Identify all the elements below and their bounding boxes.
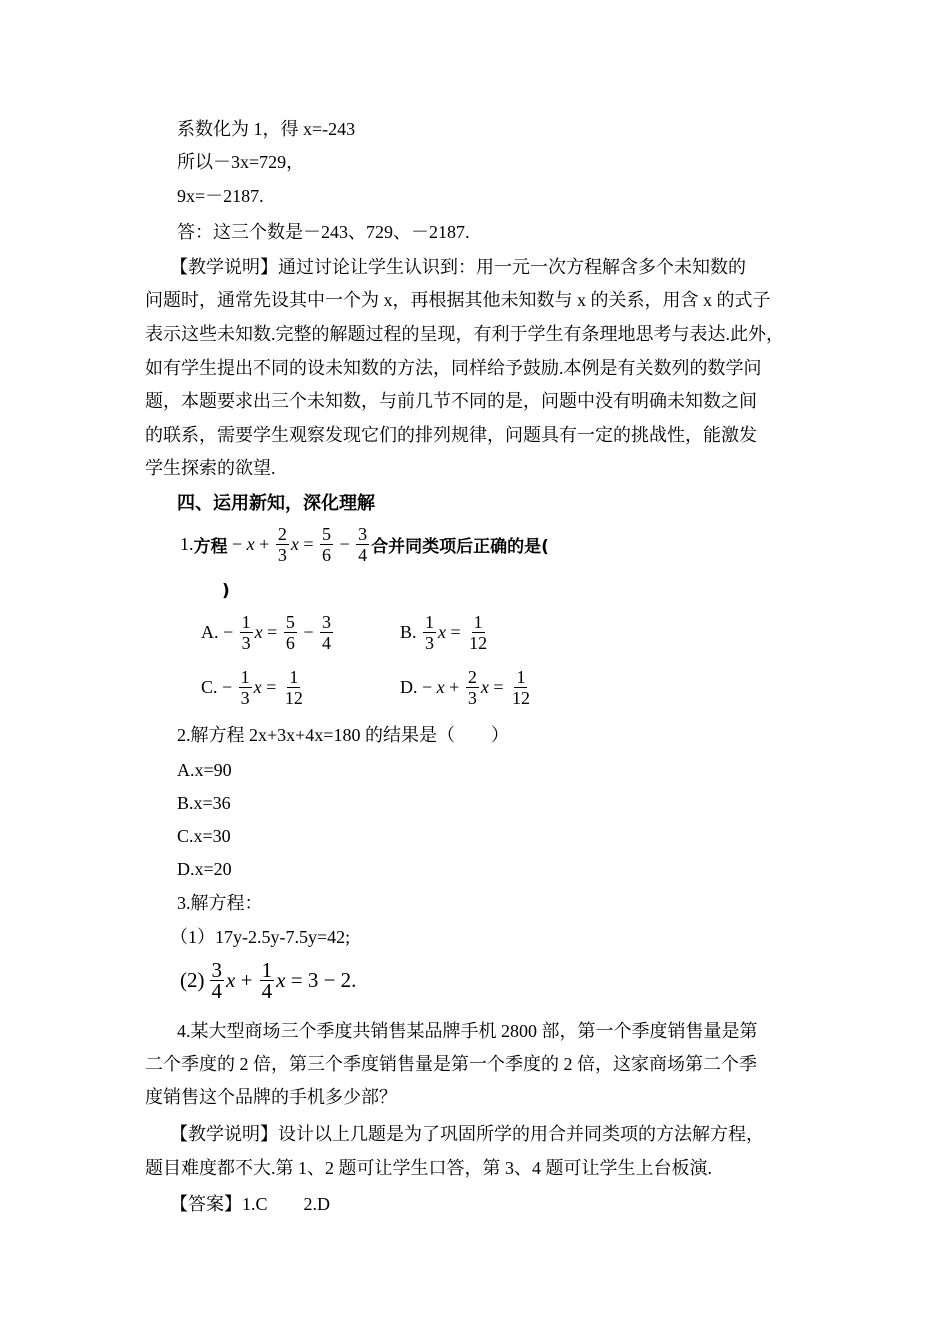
- denominator: 6: [321, 545, 331, 565]
- text-line: 如有学生提出不同的设未知数的方法，同样给予鼓励.本例是有关数列的数学问: [145, 358, 762, 378]
- numerator: 5: [321, 524, 331, 544]
- text-line: 系数化为 1，得 x=-243: [177, 119, 356, 139]
- math-text: =: [262, 622, 282, 642]
- math-text: +: [235, 968, 258, 992]
- numerator: 1: [261, 958, 273, 982]
- option-d: [400, 667, 534, 708]
- math-text: x: [254, 622, 263, 642]
- denominator: 12: [469, 633, 488, 653]
- denominator: 4: [321, 633, 331, 653]
- math-text: −: [217, 677, 237, 697]
- numerator: 2: [467, 667, 477, 687]
- numerator: 3: [211, 958, 222, 982]
- option-c: C.x=30: [177, 826, 231, 846]
- fraction: [467, 612, 489, 653]
- option-a: A.x=90: [177, 760, 232, 780]
- numerator: 2: [277, 524, 287, 544]
- denominator: 3: [241, 633, 251, 653]
- denominator: 4: [358, 545, 368, 565]
- fraction: [260, 960, 275, 1001]
- teaching-note: 【教学说明】通过讨论让学生认识到：用一元一次方程解含多个未知数的: [170, 257, 746, 277]
- denominator: 3: [277, 545, 287, 565]
- equation: [417, 612, 492, 653]
- question-stem-suffix: 合并同类项后正确的是(: [371, 537, 549, 557]
- math-text: x: [253, 677, 262, 697]
- numerator: 1: [516, 667, 526, 687]
- numerator: 1: [425, 612, 435, 632]
- question-2: 2.解方程 2x+3x+4x=180 的结果是（ ）: [177, 725, 509, 745]
- numerator: 1: [240, 667, 250, 687]
- numerator: 1: [289, 667, 299, 687]
- math-text: x: [438, 622, 447, 642]
- math-text: −: [334, 534, 355, 554]
- question-close-paren: ): [222, 581, 230, 601]
- option-d: D.x=20: [177, 859, 232, 879]
- denominator: 4: [211, 979, 222, 1003]
- math-text: +: [254, 534, 274, 554]
- text-line: 答：这三个数是－243、729、－2187.: [177, 222, 470, 242]
- numerator: 5: [285, 612, 295, 632]
- option-c: [201, 667, 307, 708]
- denominator: 12: [511, 688, 530, 708]
- option-label: C.: [201, 677, 218, 697]
- question-4: 4.某大型商场三个季度共销售某品牌手机 2800 部，第一个季度销售量是第: [177, 1021, 758, 1041]
- option-b: B.x=36: [177, 793, 231, 813]
- answer-line: 【答案】1.C 2.D: [170, 1194, 331, 1214]
- fraction: [240, 612, 253, 653]
- question-3-part-1: （1）17y-2.5y-7.5y=42;: [170, 927, 351, 947]
- denominator: 3: [467, 688, 477, 708]
- math-text: = 3 − 2.: [285, 968, 357, 992]
- math-text: +: [444, 677, 464, 697]
- question-3: 3.解方程：: [177, 893, 263, 913]
- math-text: x: [290, 534, 299, 554]
- question-number: 1.: [180, 534, 194, 554]
- denominator: 3: [425, 633, 435, 653]
- option-label: D.: [400, 677, 418, 697]
- denominator: 3: [240, 688, 250, 708]
- math-text: =: [488, 677, 508, 697]
- text-line: 9x=－2187.: [177, 186, 264, 206]
- option-label: A.: [201, 622, 219, 642]
- math-text: [417, 622, 422, 643]
- numerator: 1: [473, 612, 483, 632]
- math-text: x: [480, 677, 489, 697]
- fraction: [276, 524, 289, 565]
- option-a: [201, 612, 335, 653]
- equation: [208, 960, 357, 1001]
- fraction: [423, 612, 436, 653]
- math-text: −: [298, 622, 318, 642]
- math-text: −: [218, 622, 238, 642]
- math-text: =: [446, 622, 466, 642]
- option-label: B.: [400, 622, 417, 642]
- math-text: =: [298, 534, 318, 554]
- section-heading: 四、运用新知，深化理解: [177, 493, 375, 513]
- math-text: x: [226, 968, 236, 992]
- fraction: [284, 612, 297, 653]
- text-line: 所以－3x=729，: [177, 152, 305, 172]
- numerator: 3: [321, 612, 331, 632]
- equation: [228, 524, 372, 565]
- math-text: x: [436, 677, 445, 697]
- equation: [418, 667, 534, 708]
- part-label: (2): [180, 968, 205, 992]
- fraction: [210, 960, 225, 1001]
- fraction: [510, 667, 532, 708]
- question-stem: 方程: [193, 537, 228, 557]
- question-1: [180, 524, 549, 565]
- teaching-note: 【教学说明】设计以上几题是为了巩固所学的用合并同类项的方法解方程，: [170, 1124, 764, 1144]
- text-line: 度销售这个品牌的手机多少部？: [145, 1087, 397, 1107]
- fraction: [239, 667, 252, 708]
- math-text: x: [246, 534, 255, 554]
- text-line: 学生探索的欲望.: [145, 458, 276, 478]
- equation: [219, 612, 335, 653]
- numerator: 3: [358, 524, 368, 544]
- denominator: 6: [285, 633, 295, 653]
- math-text: x: [276, 968, 286, 992]
- denominator: 12: [284, 688, 303, 708]
- text-line: 二个季度的 2 倍，第三个季度销售量是第一个季度的 2 倍，这家商场第二个季: [145, 1054, 757, 1074]
- math-text: =: [261, 677, 281, 697]
- fraction: [320, 524, 333, 565]
- denominator: 4: [261, 979, 273, 1003]
- equation: [218, 667, 307, 708]
- text-line: 题，本题要求出三个未知数，与前几节不同的是，问题中没有明确未知数之间: [145, 391, 757, 411]
- numerator: 1: [241, 612, 251, 632]
- fraction: [283, 667, 305, 708]
- fraction: [466, 667, 479, 708]
- option-b: [400, 612, 491, 653]
- math-text: −: [227, 534, 247, 554]
- math-text: −: [417, 677, 437, 697]
- text-line: 问题时，通常先设其中一个为 x，再根据其他未知数与 x 的关系，用含 x 的式子: [145, 290, 771, 310]
- text-line: 的联系，需要学生观察发现它们的排列规律，问题具有一定的挑战性，能激发: [145, 425, 757, 445]
- text-line: 题目难度都不大.第 1、2 题可让学生口答，第 3、4 题可让学生上台板演.: [145, 1158, 712, 1178]
- text-line: 表示这些未知数.完整的解题过程的呈现，有利于学生有条理地思考与表达.此外，: [145, 324, 784, 344]
- fraction: [356, 524, 369, 565]
- question-3-part-2: [180, 960, 356, 1001]
- fraction: [320, 612, 333, 653]
